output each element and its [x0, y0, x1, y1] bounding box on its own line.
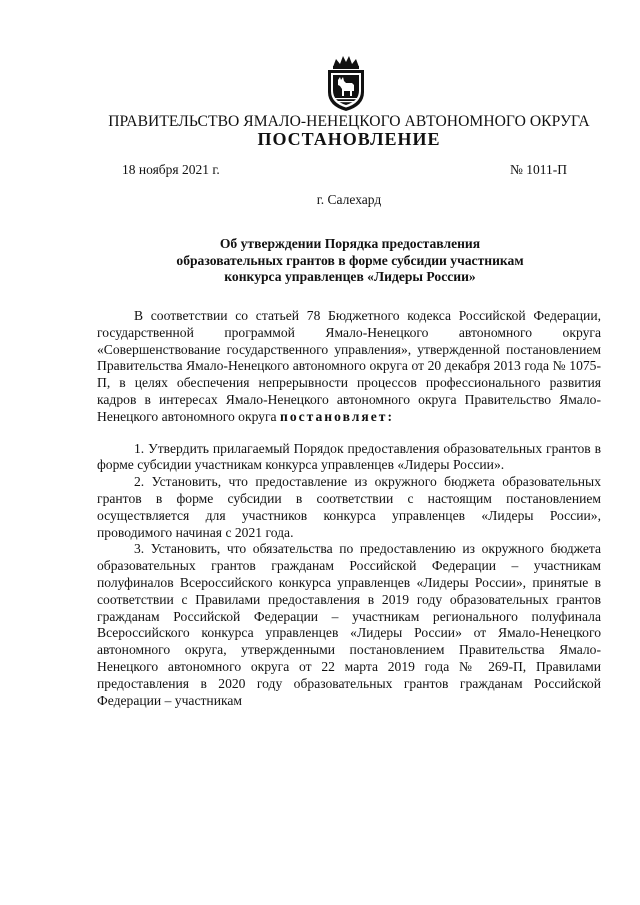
government-name: ПРАВИТЕЛЬСТВО ЯМАЛО-НЕНЕЦКОГО АВТОНОМНОГО ОКРУГА	[108, 113, 590, 130]
title-line: Об утверждении Порядка предоставления	[219, 236, 481, 251]
document-city: г. Салехард	[316, 192, 382, 207]
document-type: ПОСТАНОВЛЕНИЕ	[257, 129, 441, 149]
document-body	[97, 308, 601, 709]
clause-2: 2. Установить, что предоставление из окружного бюджета образовательных грантов в форме субсидии в соответствии с настоящим постановлением осуществляется для участников конкурса управленцев «Лидеры России», проводимого начиная с 2021 года.	[97, 474, 601, 540]
clause-3: 3. Установить, что обязательства по предоставлению из окружного бюджета образовательных грантов гражданам Российской Федерации – участникам полуфиналов Всероссийского конкурса управленцев «Лидеры России», принятые в соответствии с Правилами предоставления в 2019 году образовательных грантов гражданам Российской Федерации – участникам регионального полуфинала Всероссийского конкурса управленцев «Лидеры России» от Ямало-Ненецкого автономного округа, утвержденными постановлением Правительства Ямало-Ненецкого автономного округа от 22 марта 2019 года № 269-П, Правилами предоставления в 2020 году образовательных грантов гражданам Российской Федерации – участникам	[97, 541, 601, 708]
document-date: 18 ноября 2021 г.	[122, 162, 220, 177]
preamble-text: В соответствии со статьей 78 Бюджетного кодекса Российской Федерации, государственной программой Ямало-Ненецкого автономного округа «Совершенствование государственного управления», утвержденной постановлением Правительства Ямало-Ненецкого автономного округа от 20 декабря 2013 года № 1075-П, в целях обеспечения непрерывности процессов профессионального развития кадров в интересах Ямало-Ненецкого автономного округа Правительство Ямало-Ненецкого автономного округа	[97, 308, 601, 424]
preamble-paragraph	[97, 308, 601, 426]
document-number: № 1011-П	[510, 162, 567, 177]
clause-1: 1. Утвердить прилагаемый Порядок предоставления образовательных грантов в форме субсидии участникам конкурса управленцев «Лидеры России».	[97, 440, 601, 473]
coat-of-arms-icon	[322, 54, 370, 112]
resolves-keyword: постановляет:	[280, 408, 394, 424]
title-line: образовательных грантов в форме субсидии участникам	[176, 252, 524, 268]
title-line: конкурса управленцев «Лидеры России»	[224, 269, 476, 285]
document-title	[100, 236, 600, 286]
